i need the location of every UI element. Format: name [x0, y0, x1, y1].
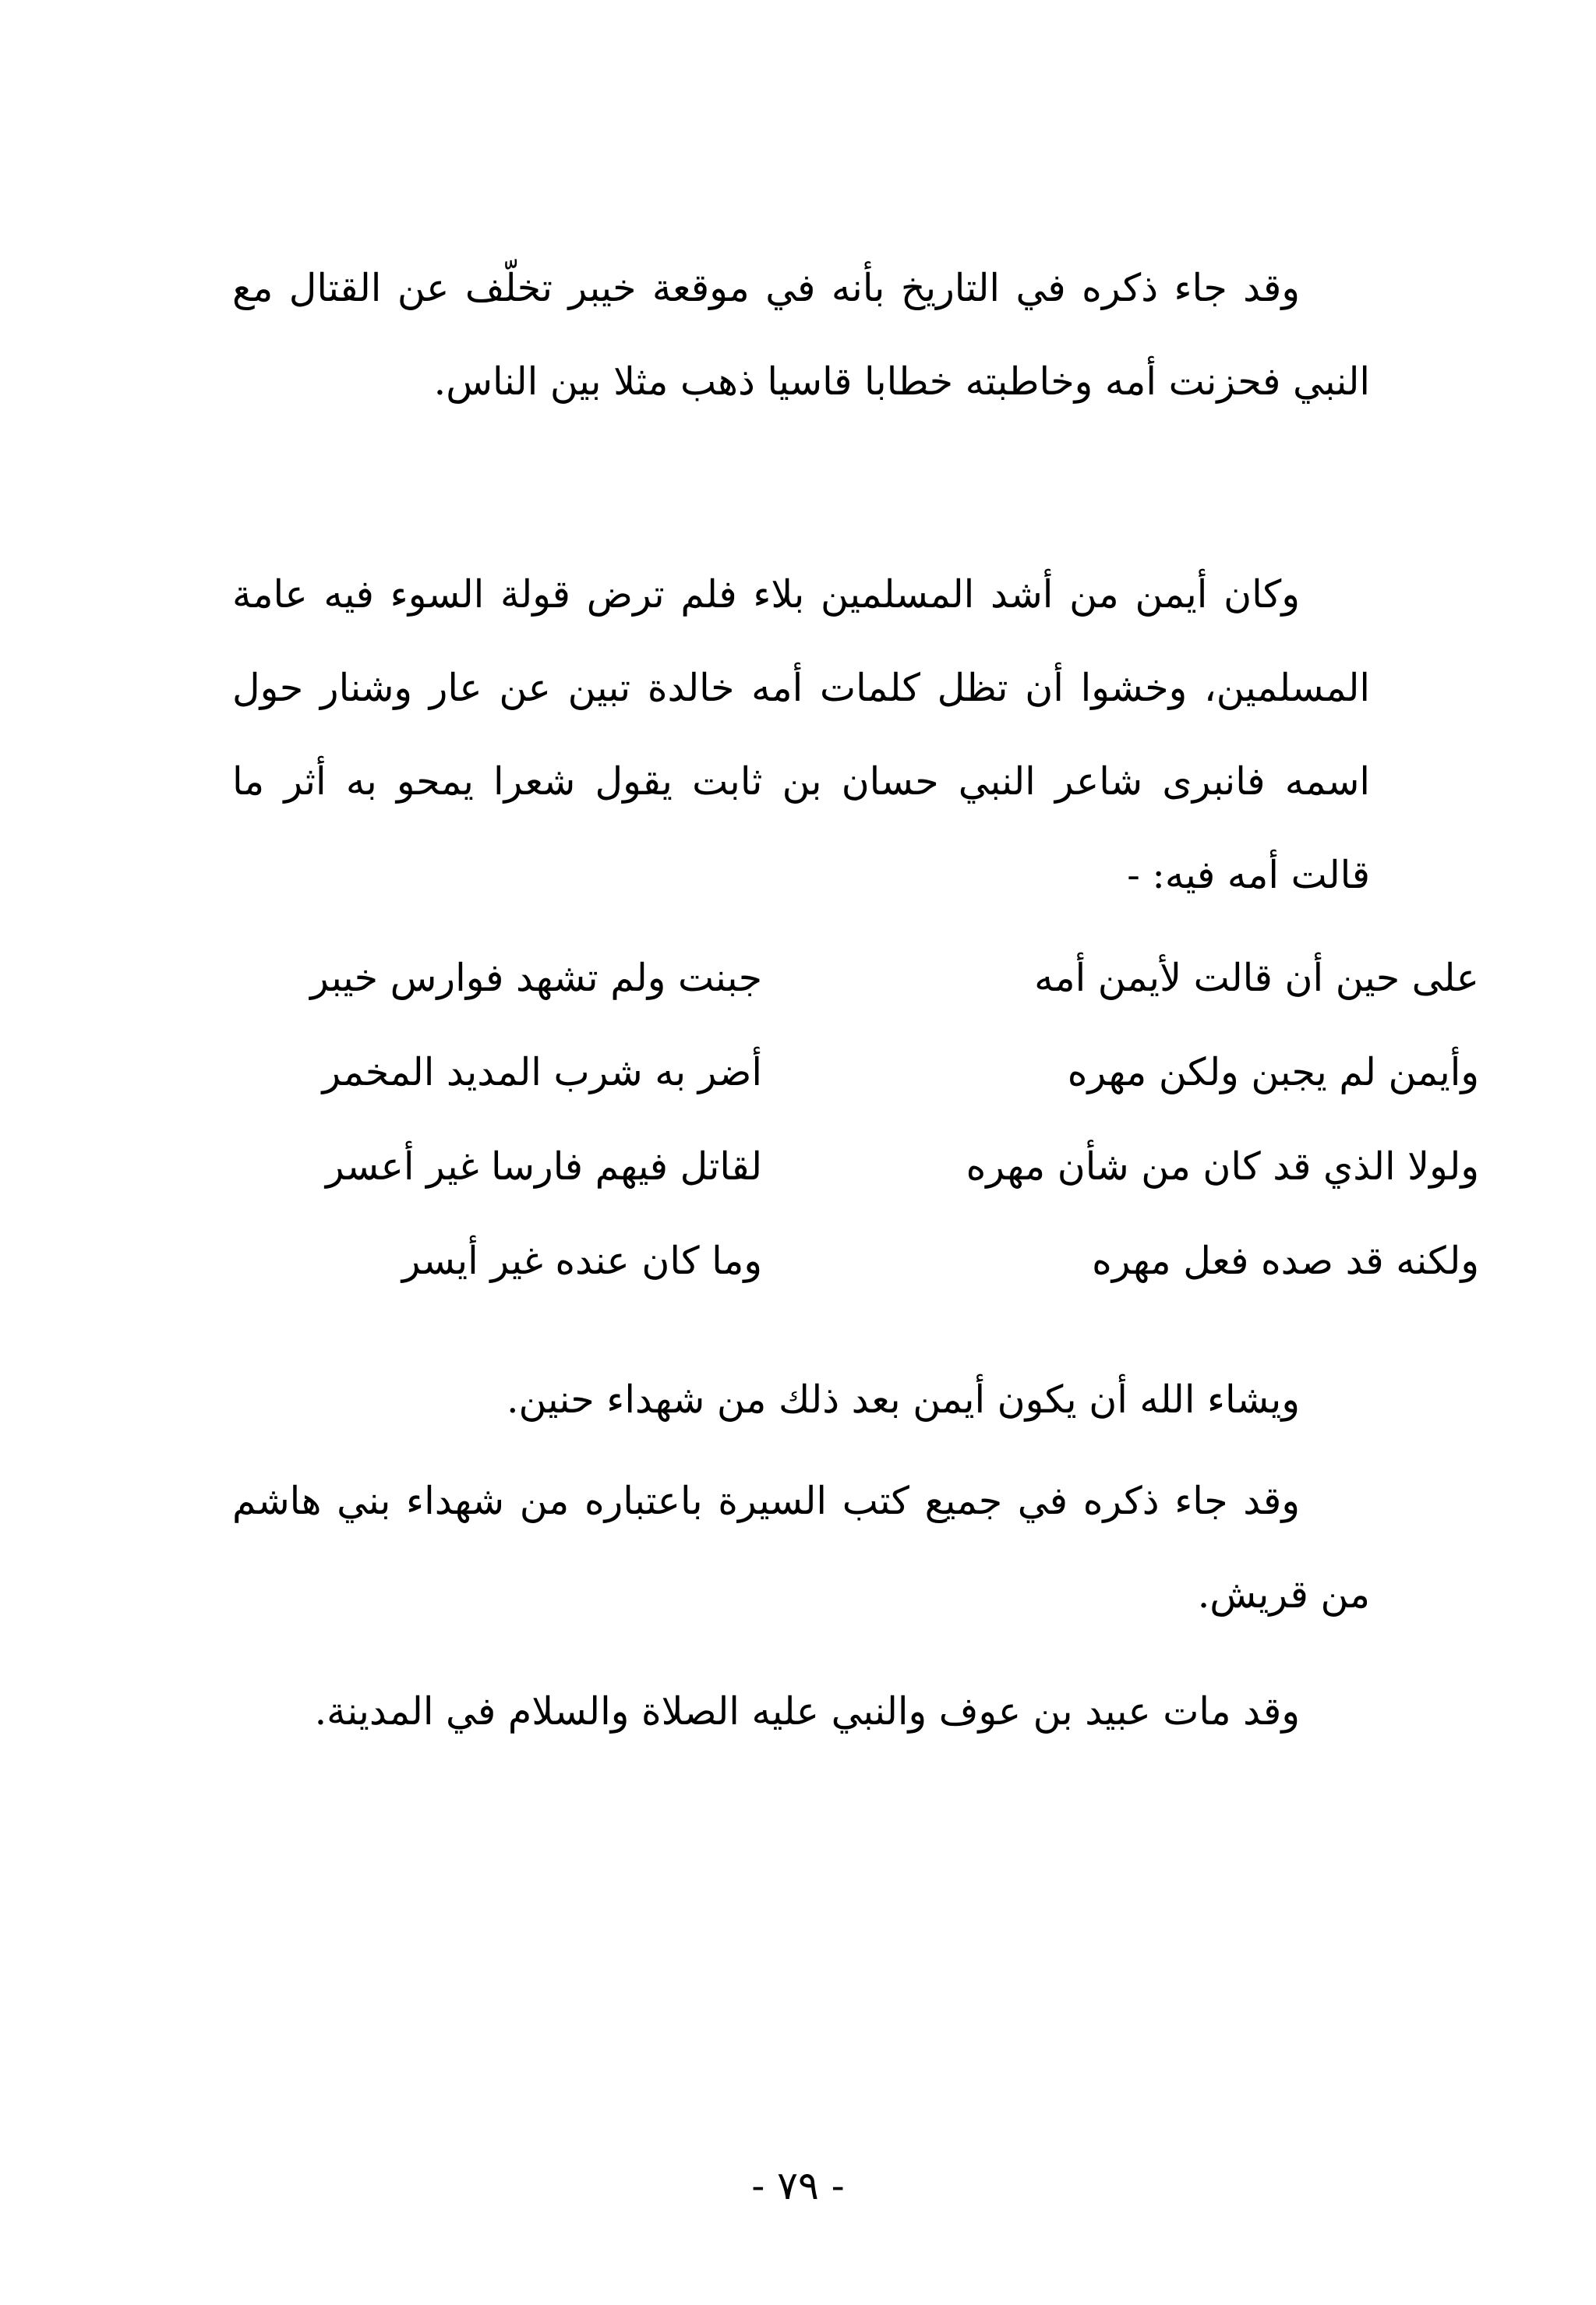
- paragraph-sira: [232, 1455, 1370, 1642]
- paragraph-ayman: [232, 548, 1370, 922]
- poem-verse: [108, 932, 1479, 1026]
- paragraph-ubayd: [232, 1665, 1370, 1759]
- poem-first-hemistich: ولكنه قد صده فعل مهره: [1092, 1239, 1479, 1283]
- poem-verse: [108, 1214, 1479, 1309]
- poem-first-hemistich: وأيمن لم يجبن ولكن مهره: [1067, 1050, 1479, 1094]
- poem-hassan-bin-thabit: [108, 932, 1479, 1309]
- poem-second-hemistich: جبنت ولم تشهد فوارس خيبر: [310, 956, 762, 1000]
- paragraph-text: ويشاء الله أن يكون أيمن بعد ذلك من شهداء حنين.: [506, 1377, 1300, 1422]
- poem-verse: [108, 1120, 1479, 1214]
- poem-first-hemistich: ولولا الذي قد كان من شأن مهره: [966, 1144, 1479, 1189]
- poem-second-hemistich: لقاتل فيهم فارسا غير أعسر: [325, 1144, 762, 1189]
- paragraph-khaybar: [232, 242, 1370, 429]
- poem-second-hemistich: وما كان عنده غير أيسر: [401, 1239, 762, 1283]
- page-number: - ٧٩ -: [751, 2163, 845, 2208]
- paragraph-text: وقد مات عبيد بن عوف والنبي عليه الصلاة والسلام في المدينة.: [314, 1689, 1300, 1734]
- poem-second-hemistich: أضر به شرب المديد المخمر: [322, 1050, 762, 1094]
- paragraph-hunayn: [232, 1353, 1370, 1447]
- paragraph-text: وكان أيمن من أشد المسلمين بلاء فلم ترض قولة السوء فيه عامة المسلمين، وخشوا أن تظل كلمات أمه خالدة تبين عن عار وشنار حول اسمه فانبرى شاعر النبي حسان بن ثابت يقول شعرا يمحو به أثر ما قالت أمه فيه: -: [232, 572, 1370, 897]
- paragraph-text: وقد جاء ذكره في جميع كتب السيرة باعتباره من شهداء بني هاشم من قريش.: [232, 1479, 1370, 1617]
- poem-verse: [108, 1026, 1479, 1120]
- paragraph-text: وقد جاء ذكره في التاريخ بأنه في موقعة خيبر تخلّف عن القتال مع النبي فحزنت أمه وخاطبته خطابا قاسيا ذهب مثلا بين الناس.: [232, 266, 1370, 404]
- poem-first-hemistich: على حين أن قالت لأيمن أمه: [1034, 956, 1479, 1000]
